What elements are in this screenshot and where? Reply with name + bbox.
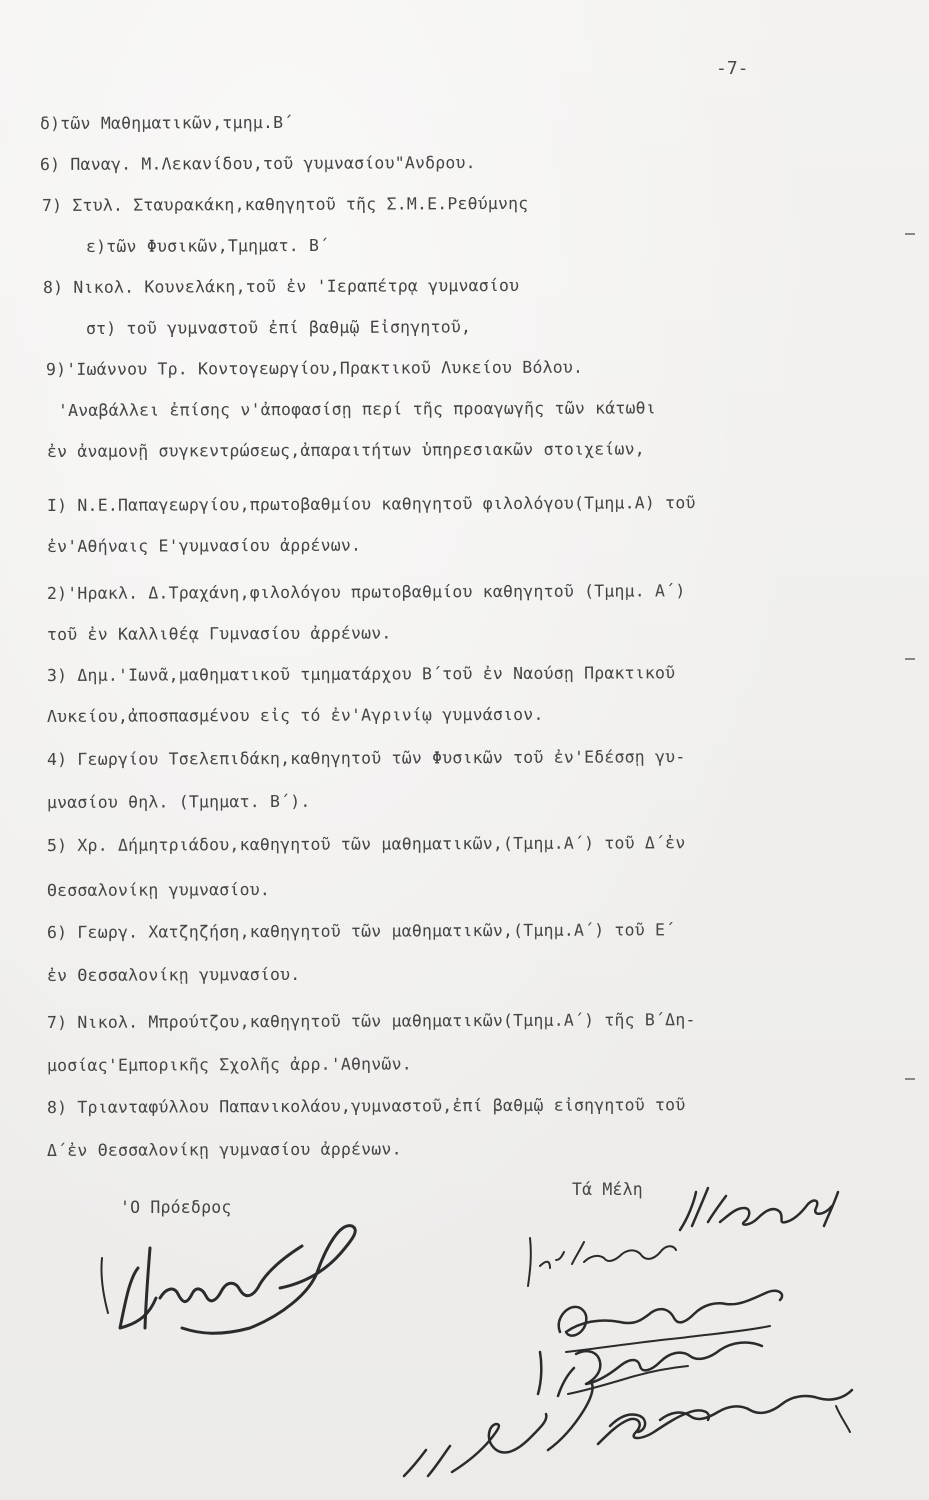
text-line: μνασίου θηλ. (Τμηματ. Β΄).: [46, 791, 311, 812]
text-line: 'Αναβάλλει ἐπίσης ν'ἀποφασίσῃ περί τῆς προαγωγῆς τῶν κάτωθι: [57, 398, 656, 420]
text-line: 5) Χρ. Δήμητριάδου,καθηγητοῦ τῶν μαθηματικῶν,(Τμημ.Α΄) τοῦ Δ΄ἐν: [46, 833, 686, 855]
margin-mark: [905, 658, 915, 660]
text-line: δ)τῶν Μαθηματικῶν,τμημ.Β΄: [39, 112, 294, 133]
text-line: 8) Νικολ. Κουνελάκη,τοῦ ἐν 'Ιεραπέτρᾳ γυμνασίου: [42, 275, 520, 297]
president-label: 'Ο Πρόεδρος: [120, 1198, 232, 1217]
text-line: 6) Παναγ. Μ.Λεκανίδου,τοῦ γυμνασίου"Ανδρου.: [39, 153, 476, 174]
text-line: 2)'Ηρακλ. Δ.Τραχάνη,φιλολόγου πρωτοβαθμίου καθηγητοῦ (Τμημ. Α΄): [46, 581, 686, 603]
text-line: 4) Γεωργίου Τσελεπιδάκη,καθηγητοῦ τῶν Φυσικῶν τοῦ ἐν'Εδέσσῃ γυ-: [46, 747, 686, 769]
text-line: 9)'Ιωάννου Τρ. Κοντογεωργίου,Πρακτικοῦ Λυκείου Βόλου.: [45, 357, 584, 379]
members-label: Τά Μέλη: [572, 1180, 643, 1199]
president-signature: [90, 1218, 370, 1358]
text-line: μοσίας'Εμπορικῆς Σχολῆς ἀρρ.'Αθηνῶν.: [46, 1054, 412, 1075]
text-line: ἐν'Αθήναις Ε'γυμνασίου ἀρρένων.: [46, 535, 362, 556]
margin-mark: [905, 233, 915, 235]
text-line: 7) Στυλ. Σταυρακάκη,καθηγητοῦ τῆς Σ.Μ.Ε.Ρεθύμνης: [41, 193, 529, 215]
text-line: στ) τοῦ γυμναστοῦ ἐπί βαθμῷ Εἰσηγητοῦ,: [85, 317, 472, 338]
margin-mark: [905, 1078, 915, 1080]
text-line: ε)τῶν Φυσικῶν,Τμηματ. Β΄: [85, 235, 330, 256]
text-line: I) Ν.Ε.Παπαγεωργίου,πρωτοβαθμίου καθηγητοῦ φιλολόγου(Τμημ.Α) τοῦ: [46, 493, 696, 515]
member-signature-1: [674, 1182, 844, 1252]
text-line: 8) Τριανταφύλλου Παπανικολάου,γυμναστοῦ,ἐπί βαθμῷ εἰσηγητοῦ τοῦ: [46, 1095, 686, 1117]
text-line: Δ΄ἐν Θεσσαλονίκῃ γυμνασίου ἀρρένων.: [46, 1139, 402, 1160]
member-signature-6: [600, 1376, 860, 1456]
text-line: Θεσσαλονίκῃ γυμνασίου.: [46, 880, 270, 900]
page-number: -7-: [716, 58, 749, 79]
text-line: ἐν ἀναμονῇ συγκεντρώσεως,ἀπαραιτήτων ὑπηρεσιακῶν στοιχείων,: [46, 439, 645, 461]
text-line: 6) Γεωργ. Χατζηζήση,καθηγητοῦ τῶν μαθηματικῶν,(Τμημ.Α΄) τοῦ Ε΄: [46, 920, 676, 942]
text-line: 7) Νικολ. Μπρούτζου,καθηγητοῦ τῶν μαθηματικῶν(Τμημ.Α΄) τῆς Β΄Δη-: [46, 1010, 696, 1032]
text-line: Λυκείου,ἀποσπασμένου εἰς τό ἐν'Αγρινίῳ γυμνάσιον.: [46, 704, 544, 726]
text-line: ἐν Θεσσαλονίκῃ γυμνασίου.: [46, 964, 301, 985]
text-line: τοῦ ἐν Καλλιθέᾳ Γυμνασίου ἀρρένων.: [46, 623, 392, 644]
text-line: 3) Δημ.'Ιωνᾶ,μαθηματικοῦ τμηματάρχου Β΄τοῦ ἐν Ναούσῃ Πρακτικοῦ: [46, 663, 676, 685]
